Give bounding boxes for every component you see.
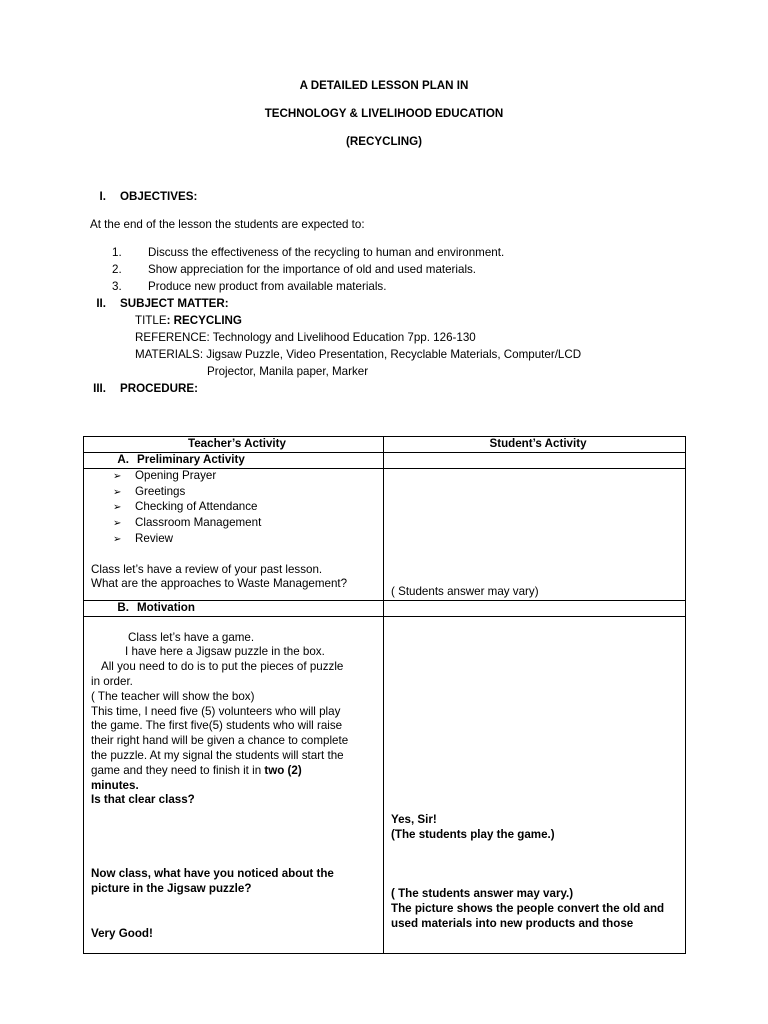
preliminary-student-cell — [384, 468, 686, 600]
list-item — [91, 469, 383, 485]
objectives-numeral: I. — [99, 190, 106, 203]
objective-number: 3. — [112, 280, 122, 293]
title-line-1: A DETAILED LESSON PLAN IN — [299, 79, 469, 92]
teacher-activity-header: Teacher’s Activity — [84, 437, 384, 453]
title-line-2: TECHNOLOGY & LIVELIHOOD EDUCATION — [264, 107, 504, 120]
objective-text: Produce new product from available materials. — [148, 280, 387, 293]
arrow-bullet-icon: ➢ — [113, 486, 122, 498]
review-question-1: Class let’s have a review of your past lesson. — [91, 562, 323, 576]
motivation-teacher-cell — [84, 616, 384, 953]
subject-title: SUBJECT MATTER: — [120, 297, 229, 310]
title-label: TITLE — [135, 314, 167, 327]
student-answer-vary: ( The students answer may vary.) — [391, 887, 574, 901]
section-b-row — [84, 600, 686, 616]
motivation-line: in order. — [91, 674, 133, 688]
section-b-title: Motivation — [137, 600, 195, 614]
objective-number: 1. — [112, 246, 122, 259]
clear-question: Is that clear class? — [91, 793, 195, 807]
list-item-text: Opening Prayer — [135, 468, 217, 482]
objective-number: 2. — [112, 263, 122, 276]
objectives-title: OBJECTIVES: — [120, 190, 198, 203]
motivation-line: the puzzle. At my signal the students will start the — [91, 748, 344, 762]
motivation-line: ( The teacher will show the box) — [91, 689, 255, 703]
praise-text: Very Good! — [91, 926, 153, 940]
student-reply: Yes, Sir! — [391, 813, 437, 827]
motivation-line — [91, 764, 383, 779]
list-item-text: Review — [135, 531, 174, 545]
list-item — [91, 516, 383, 532]
section-a-title: Preliminary Activity — [137, 453, 245, 466]
motivation-student-cell — [384, 616, 686, 953]
section-a-row — [84, 453, 686, 469]
motivation-row — [84, 616, 686, 953]
objective-text: Discuss the effectiveness of the recycling to human and environment. — [148, 246, 505, 259]
list-item-text: Checking of Attendance — [135, 500, 258, 514]
minutes-text: minutes. — [91, 778, 139, 792]
objective-item — [112, 280, 386, 295]
subject-numeral: II. — [96, 297, 106, 310]
objective-item — [112, 263, 476, 278]
materials-line: MATERIALS: Jigsaw Puzzle, Video Presentation, Recyclable Materials, Computer/LCD — [135, 348, 582, 361]
list-item — [91, 485, 383, 501]
finish-text: game and they need to finish it in — [91, 763, 265, 777]
section-a-student-cell — [384, 453, 686, 469]
section-b-cell — [84, 600, 384, 616]
review-answer: ( Students answer may vary) — [391, 585, 539, 598]
list-item — [91, 500, 383, 516]
student-activity-header: Student’s Activity — [384, 437, 686, 453]
procedure-numeral: III. — [93, 382, 106, 395]
title-line-3: (RECYCLING) — [346, 135, 422, 148]
students-play: (The students play the game.) — [391, 827, 555, 841]
motivation-line: All you need to do is to put the pieces of puzzle — [101, 660, 344, 674]
noticed-question-1: Now class, what have you noticed about the — [91, 867, 334, 881]
preliminary-row — [84, 468, 686, 600]
objective-text: Show appreciation for the importance of old and used materials. — [148, 263, 477, 276]
student-answer-1: The picture shows the people convert the old and — [391, 901, 665, 915]
materials-line-continued: Projector, Manila paper, Marker — [207, 365, 369, 378]
section-b-student-cell — [384, 600, 686, 616]
list-item — [91, 532, 383, 548]
activity-table — [83, 436, 686, 954]
noticed-question-2: picture in the Jigsaw puzzle? — [91, 882, 252, 896]
list-item-text: Classroom Management — [135, 516, 262, 530]
subject-heading — [68, 297, 229, 312]
motivation-line: I have here a Jigsaw puzzle in the box. — [125, 645, 325, 659]
arrow-bullet-icon: ➢ — [113, 533, 122, 545]
motivation-line: This time, I need five (5) volunteers who will play — [91, 704, 341, 718]
arrow-bullet-icon: ➢ — [113, 502, 122, 514]
arrow-bullet-icon: ➢ — [113, 518, 122, 530]
objective-item — [112, 246, 504, 261]
title-value: : RECYCLING — [166, 314, 242, 327]
procedure-title: PROCEDURE: — [120, 382, 198, 395]
section-b-letter: B. — [117, 600, 129, 614]
review-question-2: What are the approaches to Waste Management? — [91, 577, 348, 591]
section-a-cell — [84, 453, 384, 469]
preliminary-teacher-cell — [84, 468, 384, 600]
subject-title-line — [135, 314, 242, 329]
objectives-heading — [68, 190, 197, 205]
list-item-text: Greetings — [135, 484, 186, 498]
student-answer-2: used materials into new products and those — [391, 916, 634, 930]
objectives-intro: At the end of the lesson the students are expected to: — [90, 218, 365, 231]
section-a-letter: A. — [117, 453, 129, 466]
motivation-line: their right hand will be given a chance to complete — [91, 734, 349, 748]
motivation-line: the game. The first five(5) students who will raise — [91, 719, 343, 733]
table-header-row — [84, 437, 686, 453]
motivation-line: Class let’s have a game. — [128, 630, 255, 644]
arrow-bullet-icon: ➢ — [113, 470, 122, 482]
procedure-heading — [68, 382, 198, 397]
reference-line: REFERENCE: Technology and Livelihood Education 7pp. 126-130 — [135, 331, 476, 344]
finish-time: two (2) — [264, 763, 302, 777]
